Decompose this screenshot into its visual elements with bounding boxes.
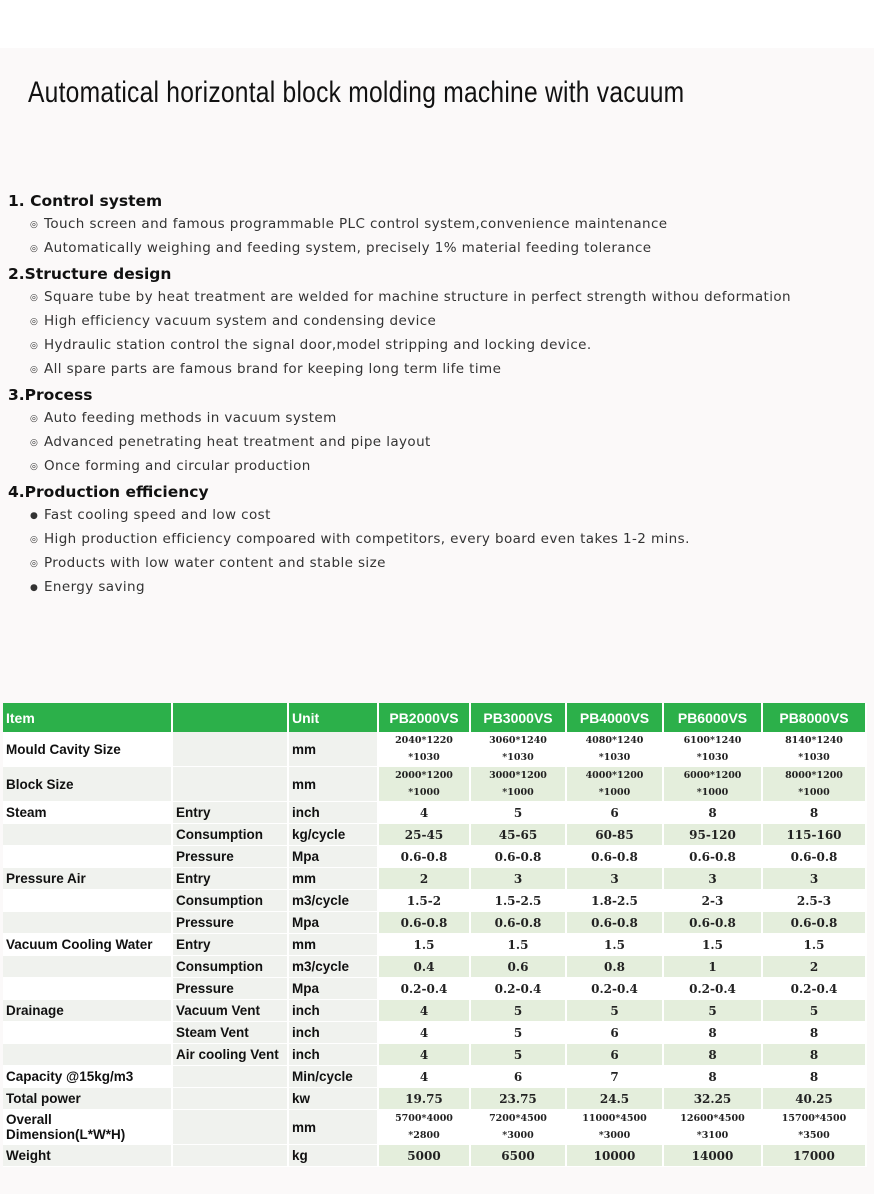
cell-sub: Consumption [172, 956, 288, 978]
table-row [3, 846, 866, 868]
cell-value: 5 [470, 1022, 566, 1044]
cell-value: 8 [663, 1066, 762, 1088]
cell-item [3, 1022, 172, 1044]
section-heading: 3.Process [8, 386, 93, 404]
cell-item: Total power [3, 1088, 172, 1110]
cell-item [3, 912, 172, 934]
cell-value: 0.2-0.4 [470, 978, 566, 1000]
cell-value: 3 [762, 868, 866, 890]
column-header: Item [3, 703, 172, 732]
cell-unit: kg/cycle [288, 824, 378, 846]
cell-value: 1.5 [663, 934, 762, 956]
cell-unit: inch [288, 1000, 378, 1022]
cell-value: 5 [762, 1000, 866, 1022]
cell-item: Vacuum Cooling Water [3, 934, 172, 956]
cell-value: 6500 [470, 1145, 566, 1167]
feature-item [8, 504, 868, 528]
cell-value: 40.25 [762, 1088, 866, 1110]
cell-sub [172, 732, 288, 767]
cell-value: 6 [470, 1066, 566, 1088]
cell-item: Mould Cavity Size [3, 732, 172, 767]
cell-value: 4 [378, 1044, 470, 1066]
cell-unit: m3/cycle [288, 956, 378, 978]
cell-value: 2 [378, 868, 470, 890]
feature-item [8, 213, 868, 237]
cell-value: 5 [470, 1000, 566, 1022]
feature-item [8, 286, 868, 310]
cell-unit: kg [288, 1145, 378, 1167]
bullet-icon: ◎ [30, 559, 39, 569]
cell-sub: Entry [172, 934, 288, 956]
cell-unit: Min/cycle [288, 1066, 378, 1088]
table-row [3, 802, 866, 824]
feature-item [8, 576, 868, 600]
feature-text: Fast cooling speed and low cost [44, 507, 271, 523]
cell-value: 1 [663, 956, 762, 978]
cell-value: 2.5-3 [762, 890, 866, 912]
feature-text: Auto feeding methods in vacuum system [44, 410, 337, 426]
cell-unit: mm [288, 934, 378, 956]
table-header [3, 703, 866, 732]
bullet-icon: ◎ [30, 341, 39, 351]
cell-value: 4 [378, 1066, 470, 1088]
cell-value: 0.2-0.4 [663, 978, 762, 1000]
feature-text: High efficiency vacuum system and condensing device [44, 313, 437, 329]
cell-value: 7200*4500 *3000 [470, 1110, 566, 1145]
cell-sub [172, 767, 288, 802]
cell-item: Pressure Air [3, 868, 172, 890]
cell-value: 32.25 [663, 1088, 762, 1110]
cell-value: 8 [762, 1044, 866, 1066]
bullet-icon: ◎ [30, 462, 39, 472]
cell-value: 8 [663, 1022, 762, 1044]
table-row [3, 732, 866, 767]
cell-value: 6100*1240 *1030 [663, 732, 762, 767]
cell-value: 0.6-0.8 [378, 846, 470, 868]
cell-item [3, 824, 172, 846]
cell-value: 8 [762, 1066, 866, 1088]
cell-unit: inch [288, 802, 378, 824]
cell-item [3, 1044, 172, 1066]
feature-item [8, 310, 868, 334]
cell-sub [172, 1110, 288, 1145]
section-heading: 4.Production efficiency [8, 483, 209, 501]
cell-unit: mm [288, 1110, 378, 1145]
feature-item [8, 358, 868, 382]
cell-value: 15700*4500 *3500 [762, 1110, 866, 1145]
column-header: PB8000VS [762, 703, 866, 732]
cell-sub: Entry [172, 868, 288, 890]
cell-value: 0.6 [470, 956, 566, 978]
cell-value: 1.5 [378, 934, 470, 956]
page-title: Automatical horizontal block molding machine with vacuum [28, 76, 685, 109]
cell-item: Drainage [3, 1000, 172, 1022]
cell-value: 2040*1220 *1030 [378, 732, 470, 767]
cell-value: 8 [762, 802, 866, 824]
column-header: Unit [288, 703, 378, 732]
cell-value: 2000*1200 *1000 [378, 767, 470, 802]
cell-value: 17000 [762, 1145, 866, 1167]
feature-item [8, 407, 868, 431]
cell-value: 0.6-0.8 [470, 846, 566, 868]
cell-item: Overall Dimension(L*W*H) [3, 1110, 172, 1145]
feature-text: Energy saving [44, 579, 145, 595]
cell-unit: mm [288, 868, 378, 890]
table-row [3, 868, 866, 890]
table-row [3, 912, 866, 934]
column-header: PB3000VS [470, 703, 566, 732]
cell-value: 0.8 [566, 956, 663, 978]
table-row [3, 1022, 866, 1044]
cell-value: 10000 [566, 1145, 663, 1167]
cell-value: 3000*1200 *1000 [470, 767, 566, 802]
cell-item: Weight [3, 1145, 172, 1167]
bullet-icon: ◎ [30, 438, 39, 448]
cell-value: 2-3 [663, 890, 762, 912]
cell-sub: Entry [172, 802, 288, 824]
cell-item [3, 978, 172, 1000]
table-row [3, 890, 866, 912]
section-heading: 2.Structure design [8, 265, 172, 283]
cell-sub [172, 1088, 288, 1110]
cell-value: 24.5 [566, 1088, 663, 1110]
cell-sub: Pressure [172, 846, 288, 868]
bullet-icon: ● [30, 511, 39, 521]
table-row [3, 824, 866, 846]
feature-item [8, 237, 868, 261]
column-header: PB6000VS [663, 703, 762, 732]
cell-unit: Mpa [288, 912, 378, 934]
cell-sub [172, 1145, 288, 1167]
cell-value: 45-65 [470, 824, 566, 846]
cell-value: 95-120 [663, 824, 762, 846]
cell-value: 0.6-0.8 [566, 846, 663, 868]
table-row [3, 1110, 866, 1145]
cell-value: 3 [470, 868, 566, 890]
bullet-icon: ◎ [30, 317, 39, 327]
cell-value: 1.8-2.5 [566, 890, 663, 912]
table-row [3, 1000, 866, 1022]
cell-value: 0.6-0.8 [762, 912, 866, 934]
cell-value: 1.5 [566, 934, 663, 956]
cell-value: 23.75 [470, 1088, 566, 1110]
cell-value: 12600*4500 *3100 [663, 1110, 762, 1145]
cell-value: 0.2-0.4 [566, 978, 663, 1000]
cell-unit: mm [288, 767, 378, 802]
cell-value: 8140*1240 *1030 [762, 732, 866, 767]
cell-value: 5700*4000 *2800 [378, 1110, 470, 1145]
feature-item [8, 455, 868, 479]
cell-item: Block Size [3, 767, 172, 802]
cell-value: 5 [663, 1000, 762, 1022]
cell-value: 4 [378, 1000, 470, 1022]
cell-value: 0.6-0.8 [378, 912, 470, 934]
cell-sub [172, 1066, 288, 1088]
cell-value: 0.2-0.4 [378, 978, 470, 1000]
cell-value: 1.5 [470, 934, 566, 956]
feature-text: Products with low water content and stable size [44, 555, 386, 571]
cell-item: Steam [3, 802, 172, 824]
cell-value: 5000 [378, 1145, 470, 1167]
spec-table [3, 703, 867, 1167]
feature-item [8, 431, 868, 455]
cell-value: 2 [762, 956, 866, 978]
cell-value: 25-45 [378, 824, 470, 846]
cell-value: 1.5-2 [378, 890, 470, 912]
cell-value: 3 [566, 868, 663, 890]
cell-value: 0.4 [378, 956, 470, 978]
cell-sub: Pressure [172, 978, 288, 1000]
cell-value: 6 [566, 1044, 663, 1066]
cell-value: 5 [470, 802, 566, 824]
cell-item [3, 890, 172, 912]
bullet-icon: ◎ [30, 365, 39, 375]
cell-value: 5 [470, 1044, 566, 1066]
top-strip [0, 0, 874, 48]
cell-value: 7 [566, 1066, 663, 1088]
cell-value: 6000*1200 *1000 [663, 767, 762, 802]
table-row [3, 978, 866, 1000]
feature-text: Once forming and circular production [44, 458, 311, 474]
cell-value: 1.5 [762, 934, 866, 956]
feature-text: High production efficiency compoared with competitors, every board even takes 1-2 mins. [44, 531, 690, 547]
bullet-icon: ◎ [30, 220, 39, 230]
cell-sub: Steam Vent [172, 1022, 288, 1044]
feature-text: Automatically weighing and feeding system, precisely 1% material feeding tolerance [44, 240, 652, 256]
cell-value: 5 [566, 1000, 663, 1022]
section-heading: 1. Control system [8, 192, 163, 210]
cell-sub: Pressure [172, 912, 288, 934]
table-row [3, 1088, 866, 1110]
cell-value: 6 [566, 1022, 663, 1044]
cell-unit: Mpa [288, 846, 378, 868]
cell-unit: inch [288, 1022, 378, 1044]
cell-item [3, 956, 172, 978]
cell-value: 4080*1240 *1030 [566, 732, 663, 767]
column-header [172, 703, 288, 732]
cell-value: 0.6-0.8 [566, 912, 663, 934]
cell-value: 0.2-0.4 [762, 978, 866, 1000]
cell-item [3, 846, 172, 868]
cell-unit: kw [288, 1088, 378, 1110]
cell-value: 4 [378, 802, 470, 824]
table-row [3, 956, 866, 978]
feature-text: Advanced penetrating heat treatment and pipe layout [44, 434, 431, 450]
cell-unit: m3/cycle [288, 890, 378, 912]
cell-item: Capacity @15kg/m3 [3, 1066, 172, 1088]
cell-value: 8 [663, 802, 762, 824]
column-header: PB2000VS [378, 703, 470, 732]
bullet-icon: ● [30, 583, 39, 593]
feature-item [8, 552, 868, 576]
cell-value: 3060*1240 *1030 [470, 732, 566, 767]
cell-value: 115-160 [762, 824, 866, 846]
bullet-icon: ◎ [30, 293, 39, 303]
cell-value: 6 [566, 802, 663, 824]
cell-unit: mm [288, 732, 378, 767]
table-row [3, 1145, 866, 1167]
cell-sub: Vacuum Vent [172, 1000, 288, 1022]
column-header: PB4000VS [566, 703, 663, 732]
cell-value: 0.6-0.8 [470, 912, 566, 934]
cell-value: 14000 [663, 1145, 762, 1167]
feature-text: All spare parts are famous brand for keeping long term life time [44, 361, 502, 377]
feature-item [8, 334, 868, 358]
cell-value: 4000*1200 *1000 [566, 767, 663, 802]
cell-value: 60-85 [566, 824, 663, 846]
feature-text: Touch screen and famous programmable PLC control system,convenience maintenance [44, 216, 668, 232]
cell-sub: Consumption [172, 824, 288, 846]
cell-value: 0.6-0.8 [762, 846, 866, 868]
table-row [3, 1044, 866, 1066]
cell-value: 8 [762, 1022, 866, 1044]
cell-value: 4 [378, 1022, 470, 1044]
cell-value: 19.75 [378, 1088, 470, 1110]
cell-value: 8 [663, 1044, 762, 1066]
cell-value: 0.6-0.8 [663, 846, 762, 868]
cell-unit: inch [288, 1044, 378, 1066]
table-row [3, 934, 866, 956]
feature-text: Square tube by heat treatment are welded for machine structure in perfect strength withou deformation [44, 289, 791, 305]
bullet-icon: ◎ [30, 414, 39, 424]
features-list [8, 188, 868, 600]
cell-sub: Consumption [172, 890, 288, 912]
cell-value: 8000*1200 *1000 [762, 767, 866, 802]
cell-unit: Mpa [288, 978, 378, 1000]
table-row [3, 1066, 866, 1088]
cell-value: 1.5-2.5 [470, 890, 566, 912]
cell-value: 3 [663, 868, 762, 890]
table-row [3, 767, 866, 802]
cell-value: 11000*4500 *3000 [566, 1110, 663, 1145]
cell-sub: Air cooling Vent [172, 1044, 288, 1066]
feature-text: Hydraulic station control the signal door,model stripping and locking device. [44, 337, 592, 353]
bullet-icon: ◎ [30, 535, 39, 545]
bullet-icon: ◎ [30, 244, 39, 254]
feature-item [8, 528, 868, 552]
cell-value: 0.6-0.8 [663, 912, 762, 934]
